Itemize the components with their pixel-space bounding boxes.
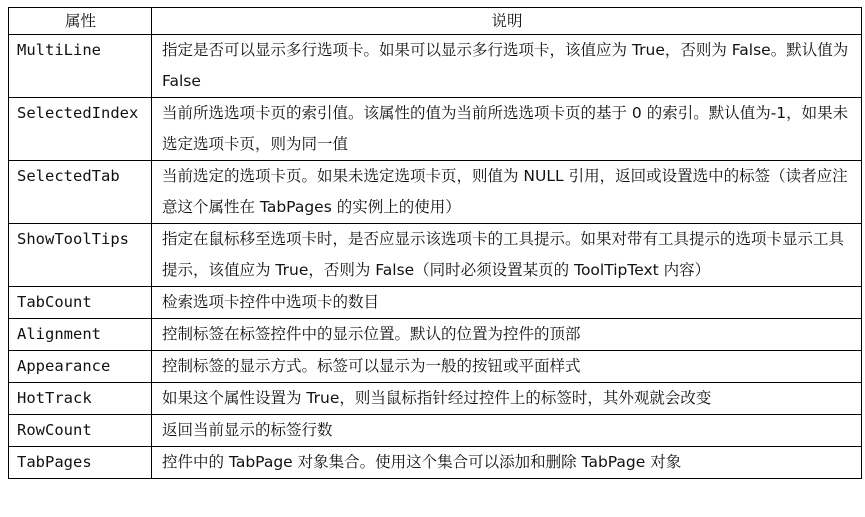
property-description: 控制标签的显示方式。标签可以显示为一般的按钮或平面样式 bbox=[152, 351, 862, 383]
property-description: 当前所选选项卡页的索引值。该属性的值为当前所选选项卡页的基于 0 的索引。默认值为-1，如果未选定选项卡页，则为同一值 bbox=[152, 98, 862, 161]
table-row bbox=[9, 35, 862, 98]
property-name: RowCount bbox=[9, 415, 152, 447]
property-name: ShowToolTips bbox=[9, 224, 152, 287]
table-row bbox=[9, 224, 862, 287]
property-name: HotTrack bbox=[9, 383, 152, 415]
header-description: 说明 bbox=[152, 8, 862, 35]
property-name: SelectedIndex bbox=[9, 98, 152, 161]
property-name: Appearance bbox=[9, 351, 152, 383]
table-row bbox=[9, 161, 862, 224]
property-description: 控件中的 TabPage 对象集合。使用这个集合可以添加和删除 TabPage 对象 bbox=[152, 447, 862, 479]
property-description: 如果这个属性设置为 True，则当鼠标指针经过控件上的标签时，其外观就会改变 bbox=[152, 383, 862, 415]
property-name: SelectedTab bbox=[9, 161, 152, 224]
property-name: TabPages bbox=[9, 447, 152, 479]
property-name: Alignment bbox=[9, 319, 152, 351]
table-row bbox=[9, 447, 862, 479]
property-description: 指定是否可以显示多行选项卡。如果可以显示多行选项卡，该值应为 True，否则为 False。默认值为 False bbox=[152, 35, 862, 98]
table-row bbox=[9, 351, 862, 383]
table-row bbox=[9, 415, 862, 447]
properties-table bbox=[8, 7, 862, 479]
table-row bbox=[9, 319, 862, 351]
property-description: 检索选项卡控件中选项卡的数目 bbox=[152, 287, 862, 319]
table-row bbox=[9, 98, 862, 161]
property-name: TabCount bbox=[9, 287, 152, 319]
property-description: 返回当前显示的标签行数 bbox=[152, 415, 862, 447]
header-row bbox=[9, 8, 862, 35]
property-description: 当前选定的选项卡页。如果未选定选项卡页，则值为 NULL 引用，返回或设置选中的标签（读者应注意这个属性在 TabPages 的实例上的使用） bbox=[152, 161, 862, 224]
table-row bbox=[9, 383, 862, 415]
property-name: MultiLine bbox=[9, 35, 152, 98]
property-description: 指定在鼠标移至选项卡时，是否应显示该选项卡的工具提示。如果对带有工具提示的选项卡显示工具提示，该值应为 True，否则为 False（同时必须设置某页的 ToolTipText 内容） bbox=[152, 224, 862, 287]
table-row bbox=[9, 287, 862, 319]
property-description: 控制标签在标签控件中的显示位置。默认的位置为控件的顶部 bbox=[152, 319, 862, 351]
header-property: 属性 bbox=[9, 8, 152, 35]
